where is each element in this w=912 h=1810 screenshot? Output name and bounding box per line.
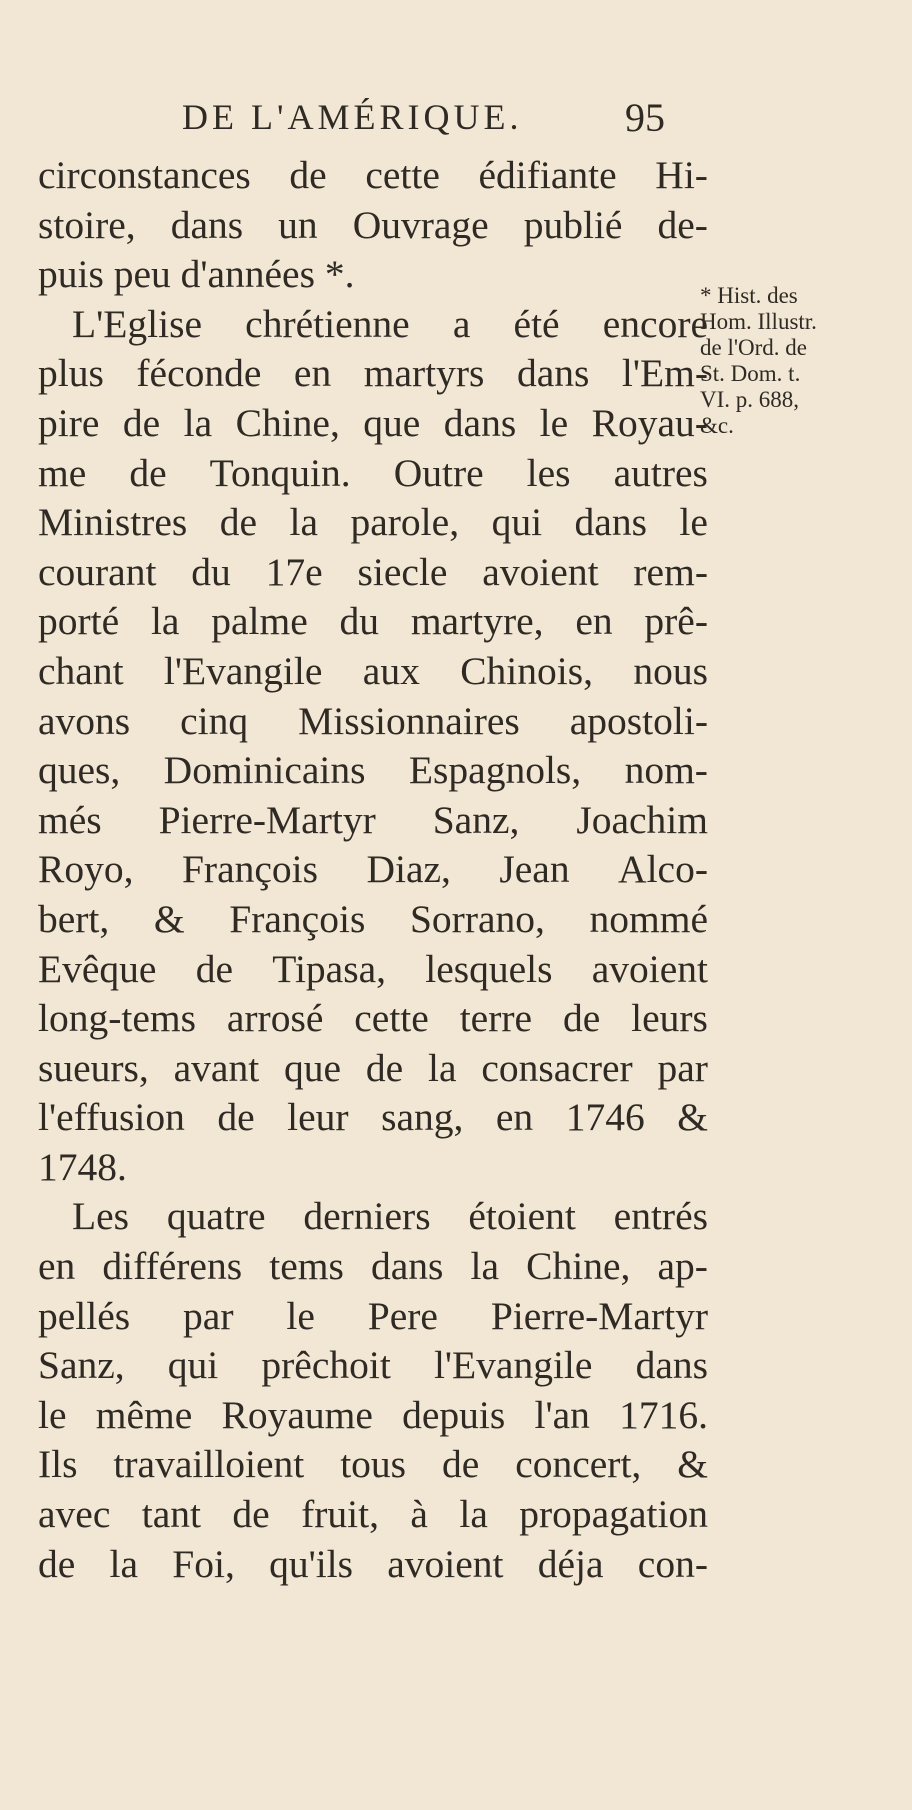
text-line: circonstances de cette édifiante Hi- [38,153,708,197]
text-line: Les quatre derniers étoient entrés [72,1194,708,1239]
page-number: 95 [625,95,665,140]
text-line: sueurs, avant que de la consacrer par [38,1045,708,1090]
text-line: Sanz, qui prêchoit l'Evangile dans [38,1343,708,1388]
body-text [38,151,708,1589]
text-line: ques, Dominicains Espagnols, nom- [38,748,708,793]
text-line: bert, & François Sorrano, nommé [38,896,708,941]
text-line: més Pierre-Martyr Sanz, Joachim [38,797,708,842]
margin-note-line: de l'Ord. de [700,335,807,360]
text-line: en différens tems dans la Chine, ap- [38,1244,708,1289]
text-line: Ministres de la parole, qui dans le [38,500,708,545]
text-line: avec tant de fruit, à la propagation [38,1492,708,1537]
text-line: stoire, dans un Ouvrage publié de- [38,202,708,247]
running-title: DE L'AMÉRIQUE. [182,97,523,137]
text-line: pire de la Chine, que dans le Royau- [38,400,708,445]
text-line: L'Eglise chrétienne a été encore [72,301,708,346]
text-line: avons cinq Missionnaires apostoli- [38,698,708,743]
text-line: puis peu d'années *. [38,252,355,297]
text-line: porté la palme du martyre, en prê- [38,599,708,644]
text-line: Evêque de Tipasa, lesquels avoient [38,946,708,991]
margin-note-line: Hom. Illustr. [700,309,817,334]
text-line: courant du 17e siecle avoient rem- [38,549,708,594]
margin-note [700,283,905,439]
text-line: 1748. [38,1144,127,1189]
margin-note-line: &c. [700,413,734,438]
text-line: le même Royaume depuis l'an 1716. [38,1392,708,1437]
text-line: long-tems arrosé cette terre de leurs [38,996,708,1041]
margin-note-line: St. Dom. t. [700,361,801,386]
text-line: me de Tonquin. Outre les autres [38,450,708,495]
margin-note-line: VI. p. 688, [700,387,800,412]
text-line: l'effusion de leur sang, en 1746 & [38,1095,708,1140]
text-line: plus féconde en martyrs dans l'Em- [38,351,708,396]
text-line: pellés par le Pere Pierre-Martyr [38,1293,708,1338]
text-line: Ils travailloient tous de concert, & [38,1442,708,1487]
text-line: chant l'Evangile aux Chinois, nous [38,648,708,693]
text-line: de la Foi, qu'ils avoient déja con- [38,1541,708,1586]
margin-note-line: * Hist. des [700,283,798,308]
text-line: Royo, François Diaz, Jean Alco- [38,847,708,892]
